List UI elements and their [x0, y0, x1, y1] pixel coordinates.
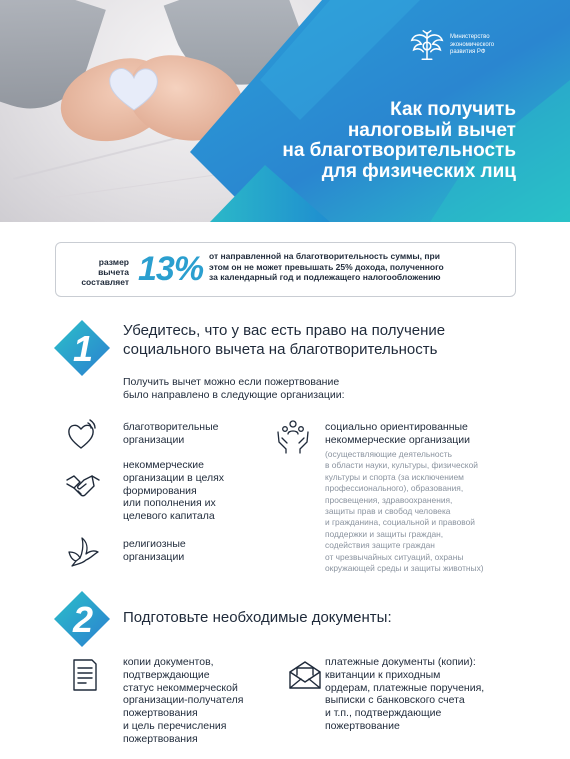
item-npo-target-capital: некоммерческие организации в целях формирования или пополнения их целевого капитала	[123, 459, 225, 523]
item-religious-organizations: религиозные организации	[123, 538, 186, 563]
step-1-intro: Получить вычет можно если пожертвование было направлено в следующие организации:	[123, 376, 345, 401]
rate-description: от направленной на благотворительность суммы, при этом он не может превышать 25% дохода, полученного за календарный год и подлежащего налогообложению	[209, 251, 444, 282]
step-2-badge	[52, 589, 112, 649]
item-charity-organizations: благотворительные организации	[123, 421, 219, 446]
deduction-rate-box	[55, 242, 516, 297]
rate-percent: 13%	[138, 250, 204, 288]
step-1-title: Убедитесь, что у вас есть право на получение социального вычета на благотворительность	[123, 322, 446, 358]
step-1-number: 1	[72, 328, 94, 369]
page-title: Как получить налоговый вычет на благотворительность для физических лиц	[282, 99, 516, 182]
envelope-icon	[286, 656, 324, 694]
step-1-badge	[52, 318, 112, 378]
heart-wave-icon	[64, 416, 102, 454]
dove-icon	[64, 532, 102, 570]
step-2-number: 2	[72, 599, 94, 640]
item-socially-oriented-npo: социально ориентированные некоммерческие организации	[325, 421, 471, 446]
ministry-name: Министерство экономического развития РФ	[450, 34, 495, 55]
item-payment-documents: платежные документы (копии): квитанции к приходным ордерам, платежные поручения, выписки с банковского счета и т.п., подтверждающие пожертвование	[325, 656, 485, 732]
step-2-title: Подготовьте необходимые документы:	[123, 609, 392, 626]
item-document-copies: копии документов, подтверждающие статус некоммерческой организации-получателя пожертвования и цель перечисления пожертвования	[123, 656, 244, 745]
ministry-eagle-logo	[408, 27, 446, 65]
header-banner	[0, 0, 570, 222]
document-icon	[66, 656, 104, 694]
socially-oriented-npo-note: (осуществляющие деятельность в области науки, культуры, физической культуры и спорта (за исключением профессионального), образования, просвещения, здравоохранения, защиты прав и свобод человека и гражданина, социальной и правовой поддержки и защиты граждан, содействия защите граждан от чрезвычайных ситуаций, охраны окружающей среды и защиты животных)	[325, 449, 484, 574]
handshake-icon	[64, 466, 102, 504]
rate-label: размер вычета составляет	[81, 257, 129, 287]
people-hands-icon	[274, 418, 312, 456]
